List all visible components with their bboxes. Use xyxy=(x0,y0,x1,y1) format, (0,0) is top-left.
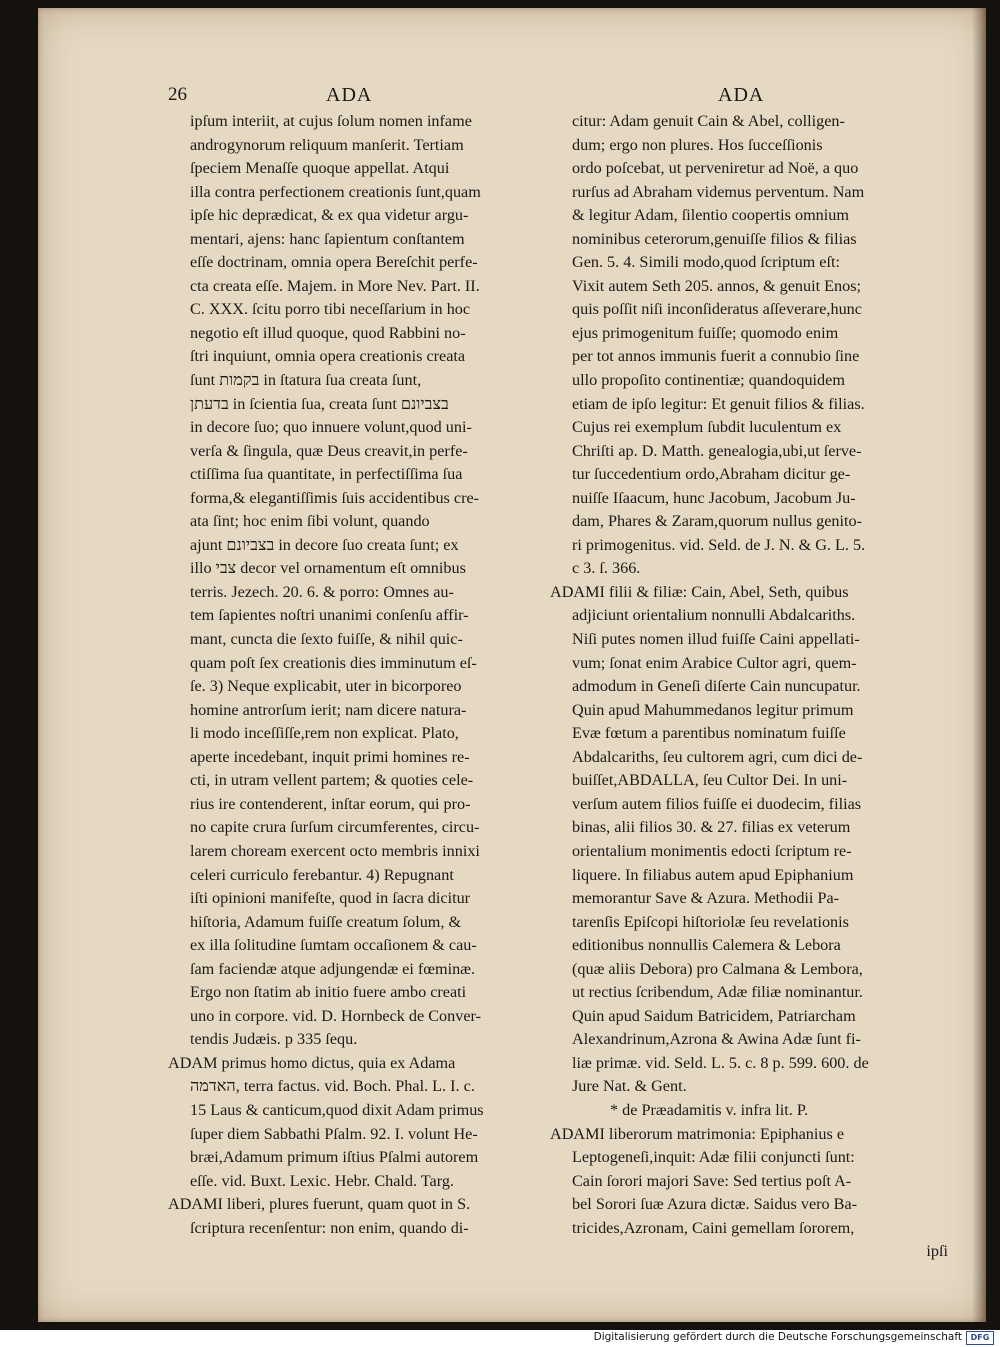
text-line: ADAM primus homo dictus, quia ex Adama xyxy=(168,1053,456,1072)
text-line: verſa & ſingula, quæ Deus creavit,in perfe- xyxy=(190,441,468,460)
dfg-logo: DFG xyxy=(966,1331,994,1345)
text-line: rius ire contenderent, inſtar eorum, qui pro- xyxy=(190,794,471,813)
text-line: ſe. 3) Neque explicabit, uter in bicorporeo xyxy=(190,677,462,696)
text-line: larem choream exercent octo membris innixi xyxy=(190,841,480,860)
text-line: vum; ſonat enim Arabice Cultor agri, quem- xyxy=(572,653,857,672)
text-line: ri primogenitus. vid. Seld. de J. N. & G. L. 5. xyxy=(572,535,866,554)
text-line: dum; ergo non plures. Hos ſucceſſionis xyxy=(572,135,823,154)
text-line: האדמה, terra factus. vid. Boch. Phal. L. I. c. xyxy=(190,1077,475,1096)
text-line: bræi,Adamum primum iſtius Pſalmi autorem xyxy=(190,1148,479,1167)
footer-bar xyxy=(0,1330,1000,1347)
page-number: 26 xyxy=(168,84,187,105)
text-line: binas, alii filios 30. & 27. filias ex veterum xyxy=(572,818,851,837)
text-line: ctiſſima ſua quantitate, in perfectiſſima ſua xyxy=(190,465,463,484)
text-line: dam, Phares & Zaram,quorum nullus genito- xyxy=(572,512,862,531)
text-line: etiam de ipſo legitur: Et genuit filios & filias. xyxy=(572,394,865,413)
text-line: verſum autem filios fuiſſe ei duodecim, filias xyxy=(572,794,862,813)
text-line: ajunt בצביונם in decore ſuo creata ſunt; ex xyxy=(190,535,459,554)
text-line: negotio eſt illud quoque, quod Rabbini no- xyxy=(190,323,466,342)
text-line: in decore ſuo; quo innuere volunt,quod uni- xyxy=(190,418,472,437)
funding-notice: Digitalisierung gefördert durch die Deutsche Forschungsgemeinschaft xyxy=(593,1331,962,1343)
text-line: ordo poſcebat, ut perveniretur ad Noë, a quo xyxy=(572,159,859,178)
text-line: nominibus ceterorum,genuiſſe filios & filias xyxy=(572,229,857,248)
running-head-left: ADA xyxy=(326,84,373,106)
book-page xyxy=(38,8,986,1322)
text-line: bel Sorori ſuæ Azura dictæ. Saidus vero Ba- xyxy=(572,1195,858,1214)
text-line: Alexandrinum,Azrona & Awina Adæ ſunt fi- xyxy=(572,1030,861,1049)
text-line: liæ primæ. vid. Seld. L. 5. c. 8 p. 599. 600. de xyxy=(572,1053,869,1072)
text-line: mentari, ajens: hanc ſapientum conſtantem xyxy=(190,229,465,248)
text-line: orientalium monimentis edocti ſcriptum re- xyxy=(572,841,852,860)
text-line: uno in corpore. vid. D. Hornbeck de Conver- xyxy=(190,1006,481,1025)
text-line: Chriſti ap. D. Matth. genealogia,ubi,ut ſerve- xyxy=(572,441,862,460)
text-line: c 3. ſ. 366. xyxy=(572,559,641,578)
text-line: C. XXX. ſcitu porro tibi neceſſarium in hoc xyxy=(190,300,471,319)
text-line: 15 Laus & canticum,quod dixit Adam primus xyxy=(190,1100,484,1119)
text-line: Gen. 5. 4. Simili modo,quod ſcriptum eſt: xyxy=(572,253,840,272)
running-head-right: ADA xyxy=(718,84,765,106)
text-line: ex illa ſolitudine ſumtam occaſionem & cau- xyxy=(190,936,477,955)
text-line: admodum in Geneſi diſerte Cain nuncupatur. xyxy=(572,677,861,696)
text-line: li modo inceſſiſſe,rem non explicat. Plato, xyxy=(190,724,459,743)
text-line: mant, cuncta die ſexto fuiſſe, & nihil quic- xyxy=(190,630,463,649)
text-line: ejus primogenitum fuiſſe; quomodo enim xyxy=(572,323,839,342)
text-line: ut rectius ſcribendum, Adæ filiæ nominantur. xyxy=(572,983,863,1002)
text-line: adjiciunt orientalium nonnulli Abdalcariths. xyxy=(572,606,856,625)
text-line: citur: Adam genuit Cain & Abel, colligen- xyxy=(572,112,845,130)
text-line: terris. Jezech. 20. 6. & porro: Omnes au- xyxy=(190,582,454,601)
text-line: Abdalcariths, ſeu cultorem agri, cum dici de- xyxy=(572,747,863,766)
text-line: iſti opinioni manifeſte, quod in ſacra dicitur xyxy=(190,889,471,908)
text-line: tarenſis Epiſcopi hiſtoriolæ ſeu revelationis xyxy=(572,912,849,931)
text-line: ſam faciendæ atque adjungendæ ei fœminæ. xyxy=(190,959,476,978)
text-line: ipſum interiit, at cujus ſolum nomen infame xyxy=(190,112,472,130)
text-line: ſunt בקמות in ſtatura ſua creata ſunt, xyxy=(190,371,422,390)
text-line: Quin apud Mahummedanos legitur primum xyxy=(572,700,854,719)
text-line: ipſe hic deprædicat, & ex qua videtur argu- xyxy=(190,206,469,225)
text-line: per tot annos immunis fuerit a connubio ſine xyxy=(572,347,860,366)
text-line: tem ſapientes noſtri unanimi conſenſu affir- xyxy=(190,606,469,625)
text-line: * de Præadamitis v. infra lit. P. xyxy=(610,1100,809,1119)
text-line: forma,& elegantiſſimis ſuis accidentibus cre- xyxy=(190,488,480,507)
text-line: בדעתן in ſcientia ſua, creata ſunt בצביונם xyxy=(190,394,449,413)
text-line: homine antrorſum ierit; nam dicere natura- xyxy=(190,700,467,719)
text-line: tendis Judæis. p 335 ſequ. xyxy=(190,1030,358,1049)
text-line: rurſus ad Abraham videmus perventum. Nam xyxy=(572,182,865,201)
text-line: editionibus nonnullis Calemera & Lebora xyxy=(572,936,841,955)
text-line: cti, in utram vellent partem; & quoties cele- xyxy=(190,771,474,790)
text-line: Cujus rei exemplum ſubdit luculentum ex xyxy=(572,418,842,437)
text-line: Evæ fœtum a parentibus nominatum fuiſſe xyxy=(572,724,846,743)
text-line: celeri curriculo ferebantur. 4) Repugnant xyxy=(190,865,454,884)
text-line: ipſi xyxy=(926,1242,948,1261)
text-line: aperte incedebant, inquit primi homines re- xyxy=(190,747,470,766)
text-line: Leptogeneſi,inquit: Adæ filii conjuncti ſunt: xyxy=(572,1148,855,1167)
text-line: buiſſet,ABDALLA, ſeu Cultor Dei. In uni- xyxy=(572,771,848,790)
text-line: illa contra perfectionem creationis ſunt,quam xyxy=(190,182,481,201)
text-line: eſſe. vid. Buxt. Lexic. Hebr. Chald. Targ. xyxy=(190,1171,454,1190)
text-line: ſcriptura recenſentur: non enim, quando di- xyxy=(190,1218,469,1237)
text-line: illo צבי decor vel ornamentum eſt omnibus xyxy=(190,559,466,578)
text-line: hiſtoria, Adamum fuiſſe creatum ſolum, & xyxy=(190,912,462,931)
text-line: Jure Nat. & Gent. xyxy=(572,1077,687,1096)
text-line: quam poſt ſex creationis dies imminutum eſ- xyxy=(190,653,477,672)
text-line: memorantur Save & Azura. Methodii Pa- xyxy=(572,889,840,908)
text-line: nuiſſe Iſaacum, hunc Jacobum, Jacobum Ju- xyxy=(572,488,856,507)
text-line: ADAMI liberorum matrimonia: Epiphanius e xyxy=(550,1124,845,1143)
text-line: tricides,Azronam, Caini gemellam ſororem, xyxy=(572,1218,855,1237)
text-line: no capite crura ſurſum circumferentes, circu- xyxy=(190,818,480,837)
left-text-column xyxy=(168,110,538,1240)
text-line: eſſe doctrinam, omnia opera Bereſchit perfe- xyxy=(190,253,478,272)
text-line: ullo propoſito continentiæ; quandoquidem xyxy=(572,371,845,390)
page-header xyxy=(38,84,986,110)
text-line: ata ſint; hoc enim ſibi volunt, quando xyxy=(190,512,430,531)
text-line: Vixit autem Seth 205. annos, & genuit Enos; xyxy=(572,276,862,295)
text-line: quis poſſit niſi inconſideratus aſſeverare,hunc xyxy=(572,300,862,319)
text-line: liquere. In filiabus autem apud Epiphanium xyxy=(572,865,854,884)
text-line: androgynorum reliquum manſerit. Tertiam xyxy=(190,135,464,154)
text-line: Quin apud Saidum Batricidem, Patriarcham xyxy=(572,1006,856,1025)
text-line: Cain ſorori majori Save: Sed tertius poſt A- xyxy=(572,1171,852,1190)
text-line: ſtri inquiunt, omnia opera creationis creata xyxy=(190,347,466,366)
text-line: ADAMI liberi, plures fuerunt, quam quot in S. xyxy=(168,1195,471,1214)
text-line: ſpeciem Menaſſe quoque appellat. Atqui xyxy=(190,159,450,178)
text-line: ADAMI filii & filiæ: Cain, Abel, Seth, quibus xyxy=(550,582,849,601)
text-line: Niſi putes nomen illud fuiſſe Caini appellati- xyxy=(572,630,860,649)
text-line: tur ſuccedentium ordo,Abraham dicitur ge- xyxy=(572,465,851,484)
text-line: (quæ aliis Debora) pro Calmana & Lembora, xyxy=(572,959,863,978)
text-line: Ergo non ſtatim ab initio fuere ambo creati xyxy=(190,983,467,1002)
right-text-column xyxy=(550,110,958,1264)
text-line: ſuper diem Sabbathi Pſalm. 92. I. volunt He- xyxy=(190,1124,478,1143)
text-line: & legitur Adam, ſilentio coopertis omnium xyxy=(572,206,849,225)
text-line: cta creata eſſe. Majem. in More Nev. Part. II. xyxy=(190,276,480,295)
